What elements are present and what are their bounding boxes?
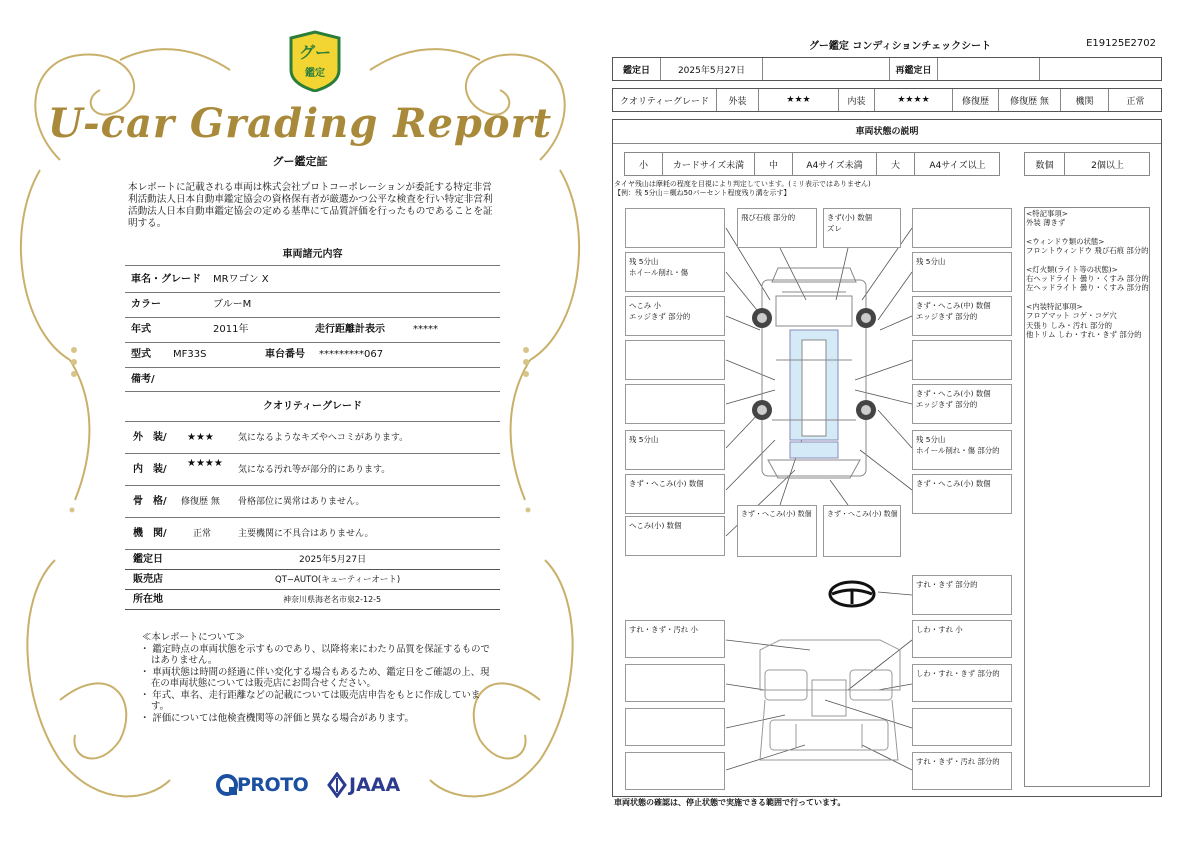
note-line: 右ヘッドライト 曇り・くすみ 部分的 bbox=[1026, 274, 1149, 284]
grade-header: クオリティーグレード bbox=[125, 392, 500, 422]
jaaa-logo-icon bbox=[327, 772, 347, 798]
box-int-right-1: しわ・すれ 小 bbox=[912, 620, 1012, 658]
certificate-title: U-car Grading Report bbox=[47, 100, 553, 147]
grade-value: ★★★★ bbox=[187, 458, 223, 469]
year-label: 年式 bbox=[131, 324, 151, 335]
grade-rows bbox=[125, 422, 500, 550]
address-row bbox=[125, 590, 500, 610]
jaaa-logo-text: JAAA bbox=[349, 774, 401, 796]
box-int-left-4 bbox=[625, 752, 725, 790]
date-row bbox=[125, 550, 500, 570]
reappraisal-label: 再鑑定日 bbox=[890, 58, 938, 80]
steering-wheel-icon bbox=[830, 582, 874, 606]
box-left-5: 残 5分山 bbox=[625, 430, 725, 470]
shop-label: 販売店 bbox=[133, 574, 163, 585]
box-right-4: きず・へこみ(小) 数個 エッジきず 部分的 bbox=[912, 384, 1012, 424]
box-right-6: きず・へこみ(小) 数個 bbox=[912, 474, 1012, 514]
note-line: <灯火類(ライト等の状態)> bbox=[1026, 264, 1118, 274]
note-line: フロントウィンドウ 飛び石痕 部分的 bbox=[1026, 246, 1149, 256]
interior-label: 内装 bbox=[839, 89, 875, 111]
box-front-center: きず(小) 数個 ズレ bbox=[823, 208, 901, 248]
note-line: 左ヘッドライト 曇り・くすみ 部分的 bbox=[1026, 283, 1149, 293]
shop-value: QT−AUTO(キューティーオート) bbox=[275, 575, 401, 585]
address-value: 神奈川県海老名市泉2-12-5 bbox=[283, 595, 382, 604]
box-left-7: へこみ(小) 数個 bbox=[625, 516, 725, 556]
box-right-0 bbox=[912, 208, 1012, 248]
box-left-1: 残 5分山 ホイール削れ・傷 bbox=[625, 252, 725, 292]
grade-row-interior bbox=[125, 454, 500, 486]
condition-check-sheet bbox=[600, 0, 1200, 848]
repair-value: 修復歴 無 bbox=[999, 89, 1061, 111]
proto-logo-text: PROTO bbox=[237, 774, 309, 796]
size-count: 数個 bbox=[1025, 153, 1065, 175]
date-value: 2025年5月27日 bbox=[661, 58, 763, 80]
grade-row-engine bbox=[125, 518, 500, 550]
spec-table bbox=[125, 244, 500, 610]
sheet-code: E19125E2702 bbox=[1086, 38, 1156, 49]
box-right-2: きず・へこみ(中) 数個 エッジきず 部分的 bbox=[912, 296, 1012, 336]
box-int-right-4: すれ・きず・汚れ 部分的 bbox=[912, 752, 1012, 790]
note-item: ・ 年式、車名、走行距離などの記載については販売店申告をもとに作成しています。 bbox=[140, 689, 481, 712]
sheet-title: グー鑑定 コンディションチェックシート bbox=[808, 41, 992, 52]
box-front-glass: 飛び石痕 部分的 bbox=[737, 208, 817, 248]
note-item: ・ 鑑定時点の車両状態を示すものであり、以降将来にわたり品質を保証するものではありません。 bbox=[140, 643, 490, 666]
date-value: 2025年5月27日 bbox=[299, 555, 367, 565]
size-count-desc: 2個以上 bbox=[1091, 160, 1124, 171]
notes-title: ≪本レポートについて≫ bbox=[142, 632, 245, 643]
year-value: 2011年 bbox=[213, 324, 249, 335]
box-steering: すれ・きず 部分的 bbox=[912, 575, 1012, 615]
shop-row bbox=[125, 570, 500, 590]
address-label: 所在地 bbox=[133, 594, 163, 605]
chassis-value: *********067 bbox=[319, 349, 384, 360]
box-int-left-3 bbox=[625, 708, 725, 746]
spec-row-color bbox=[125, 293, 500, 318]
engine-label: 機関 bbox=[1061, 89, 1109, 111]
grade-value: 修復歴 無 bbox=[181, 497, 220, 507]
box-right-3 bbox=[912, 340, 1012, 380]
goo-appraisal-badge-icon bbox=[287, 30, 343, 92]
grade-value: 正常 bbox=[193, 529, 212, 539]
remarks-label: 備考/ bbox=[131, 374, 155, 385]
box-left-3 bbox=[625, 340, 725, 380]
box-left-2: へこみ 小 エッジきず 部分的 bbox=[625, 296, 725, 336]
svg-text:グー: グー bbox=[298, 43, 332, 62]
grade-label: 内 装/ bbox=[133, 464, 167, 475]
box-left-4 bbox=[625, 384, 725, 424]
note-line: 天張り しみ・汚れ 部分的 bbox=[1026, 320, 1112, 330]
certificate-statement: 本レポートに記載される車両は株式会社プロトコーポレーションが委託する特定非営利活動法人日本自動車鑑定協会の資格保有者が厳選かつ公平な検査を行い特定非営利活動法人日本自動車鑑定協会の定める基準にて品質評価を行ったものであることを証明する。 bbox=[128, 182, 493, 229]
note-item: ・ 評価については他検査機関等の評価と異なる場合があります。 bbox=[140, 712, 414, 724]
size-large: 大 bbox=[877, 153, 915, 175]
note-line: <特記事項> bbox=[1026, 209, 1068, 218]
name-label: 車名・グレード bbox=[131, 274, 201, 285]
chassis-label: 車台番号 bbox=[265, 349, 305, 360]
box-left-0 bbox=[625, 208, 725, 248]
box-left-6: きず・へこみ(小) 数個 bbox=[625, 474, 725, 514]
grade-desc: 気になるようなキズやヘコミがあります。 bbox=[238, 433, 409, 443]
grade-desc: 気になる汚れ等が部分的にあります。 bbox=[238, 465, 391, 475]
tire-note-line2: 【例：残 5分山＝概ね50パーセント程度残り溝を示す】 bbox=[614, 189, 791, 197]
box-int-right-3 bbox=[912, 708, 1012, 746]
exterior-label: 外装 bbox=[717, 89, 759, 111]
box-right-1: 残 5分山 bbox=[912, 252, 1012, 292]
spec-row-remarks bbox=[125, 368, 500, 392]
color-label: カラー bbox=[131, 299, 161, 310]
condition-section-title: 車両状態の説明 bbox=[613, 120, 1161, 144]
box-int-right-2: しわ・すれ・きず 部分的 bbox=[912, 664, 1012, 702]
size-large-desc: A4サイズ以上 bbox=[929, 160, 986, 171]
grade-row-exterior bbox=[125, 422, 500, 454]
grade-desc: 骨格部位に異常はありません。 bbox=[238, 497, 365, 507]
note-line: 外装 薄きず bbox=[1026, 218, 1066, 228]
sponsor-logos bbox=[215, 770, 415, 800]
box-right-5: 残 5分山 ホイール削れ・傷 部分的 bbox=[912, 430, 1012, 470]
grade-row-frame bbox=[125, 486, 500, 518]
spec-row-name bbox=[125, 266, 500, 293]
grade-label: クオリティーグレード bbox=[613, 89, 717, 111]
grade-label: 骨 格/ bbox=[133, 496, 167, 507]
exterior-stars: ★★★ bbox=[759, 89, 839, 111]
certificate-subtitle: グー鑑定証 bbox=[272, 155, 328, 168]
note-spacer bbox=[1026, 256, 1150, 265]
spec-header: 車両諸元内容 bbox=[125, 244, 500, 266]
grade-label: 機 関/ bbox=[133, 528, 167, 539]
box-int-left-2 bbox=[625, 664, 725, 702]
box-int-left-1: すれ・きず・汚れ 小 bbox=[625, 620, 725, 658]
color-value: ブルーM bbox=[213, 299, 252, 310]
box-rear-left: きず・へこみ(小) 数個 bbox=[737, 505, 817, 557]
repair-label: 修復歴 bbox=[953, 89, 999, 111]
size-mid: 中 bbox=[755, 153, 793, 175]
note-line: <内装特記事項> bbox=[1026, 301, 1083, 311]
report-notes bbox=[140, 632, 490, 724]
date-label: 鑑定日 bbox=[613, 58, 661, 80]
note-spacer bbox=[1026, 293, 1150, 302]
sheet-footer: 車両状態の確認は、停止状態で実施できる範囲で行っています。 bbox=[614, 798, 846, 807]
tire-note-line1: タイヤ残山は摩耗の程度を目視により判定しています。(ミリ表示ではありません) bbox=[614, 180, 871, 188]
spec-row-model bbox=[125, 343, 500, 368]
model-value: MF33S bbox=[173, 349, 207, 360]
size-mid-desc: A4サイズ未満 bbox=[793, 153, 877, 175]
model-label: 型式 bbox=[131, 349, 151, 360]
note-line: 他トリム しわ・すれ・きず 部分的 bbox=[1026, 330, 1142, 340]
note-line: フロアマット コゲ・コゲ穴 bbox=[1026, 311, 1117, 321]
grade-desc: 主要機関に不具合はありません。 bbox=[238, 529, 374, 539]
interior-stars: ★★★★ bbox=[875, 89, 953, 111]
size-small: 小 bbox=[625, 153, 663, 175]
note-line: <ウィンドウ類の状態> bbox=[1026, 236, 1105, 246]
engine-value: 正常 bbox=[1126, 96, 1145, 107]
name-value: MRワゴン X bbox=[213, 274, 269, 285]
spec-row-year bbox=[125, 318, 500, 343]
mileage-label: 走行距離計表示 bbox=[315, 324, 385, 335]
grade-value: ★★★ bbox=[187, 432, 214, 443]
note-spacer bbox=[1026, 228, 1150, 237]
mileage-value: ***** bbox=[413, 324, 438, 335]
svg-text:鑑定: 鑑定 bbox=[305, 68, 325, 79]
box-rear-right: きず・へこみ(小) 数個 bbox=[823, 505, 901, 557]
size-small-desc: カードサイズ未満 bbox=[663, 153, 755, 175]
note-item: ・ 車両状態は時間の経過に伴い変化する場合もあるため、鑑定日をご確認の上、現在の車両状態については販売店にお問合せください。 bbox=[140, 666, 490, 689]
date-label: 鑑定日 bbox=[133, 554, 163, 565]
special-notes bbox=[1026, 209, 1150, 339]
grade-label: 外 装/ bbox=[133, 432, 167, 443]
